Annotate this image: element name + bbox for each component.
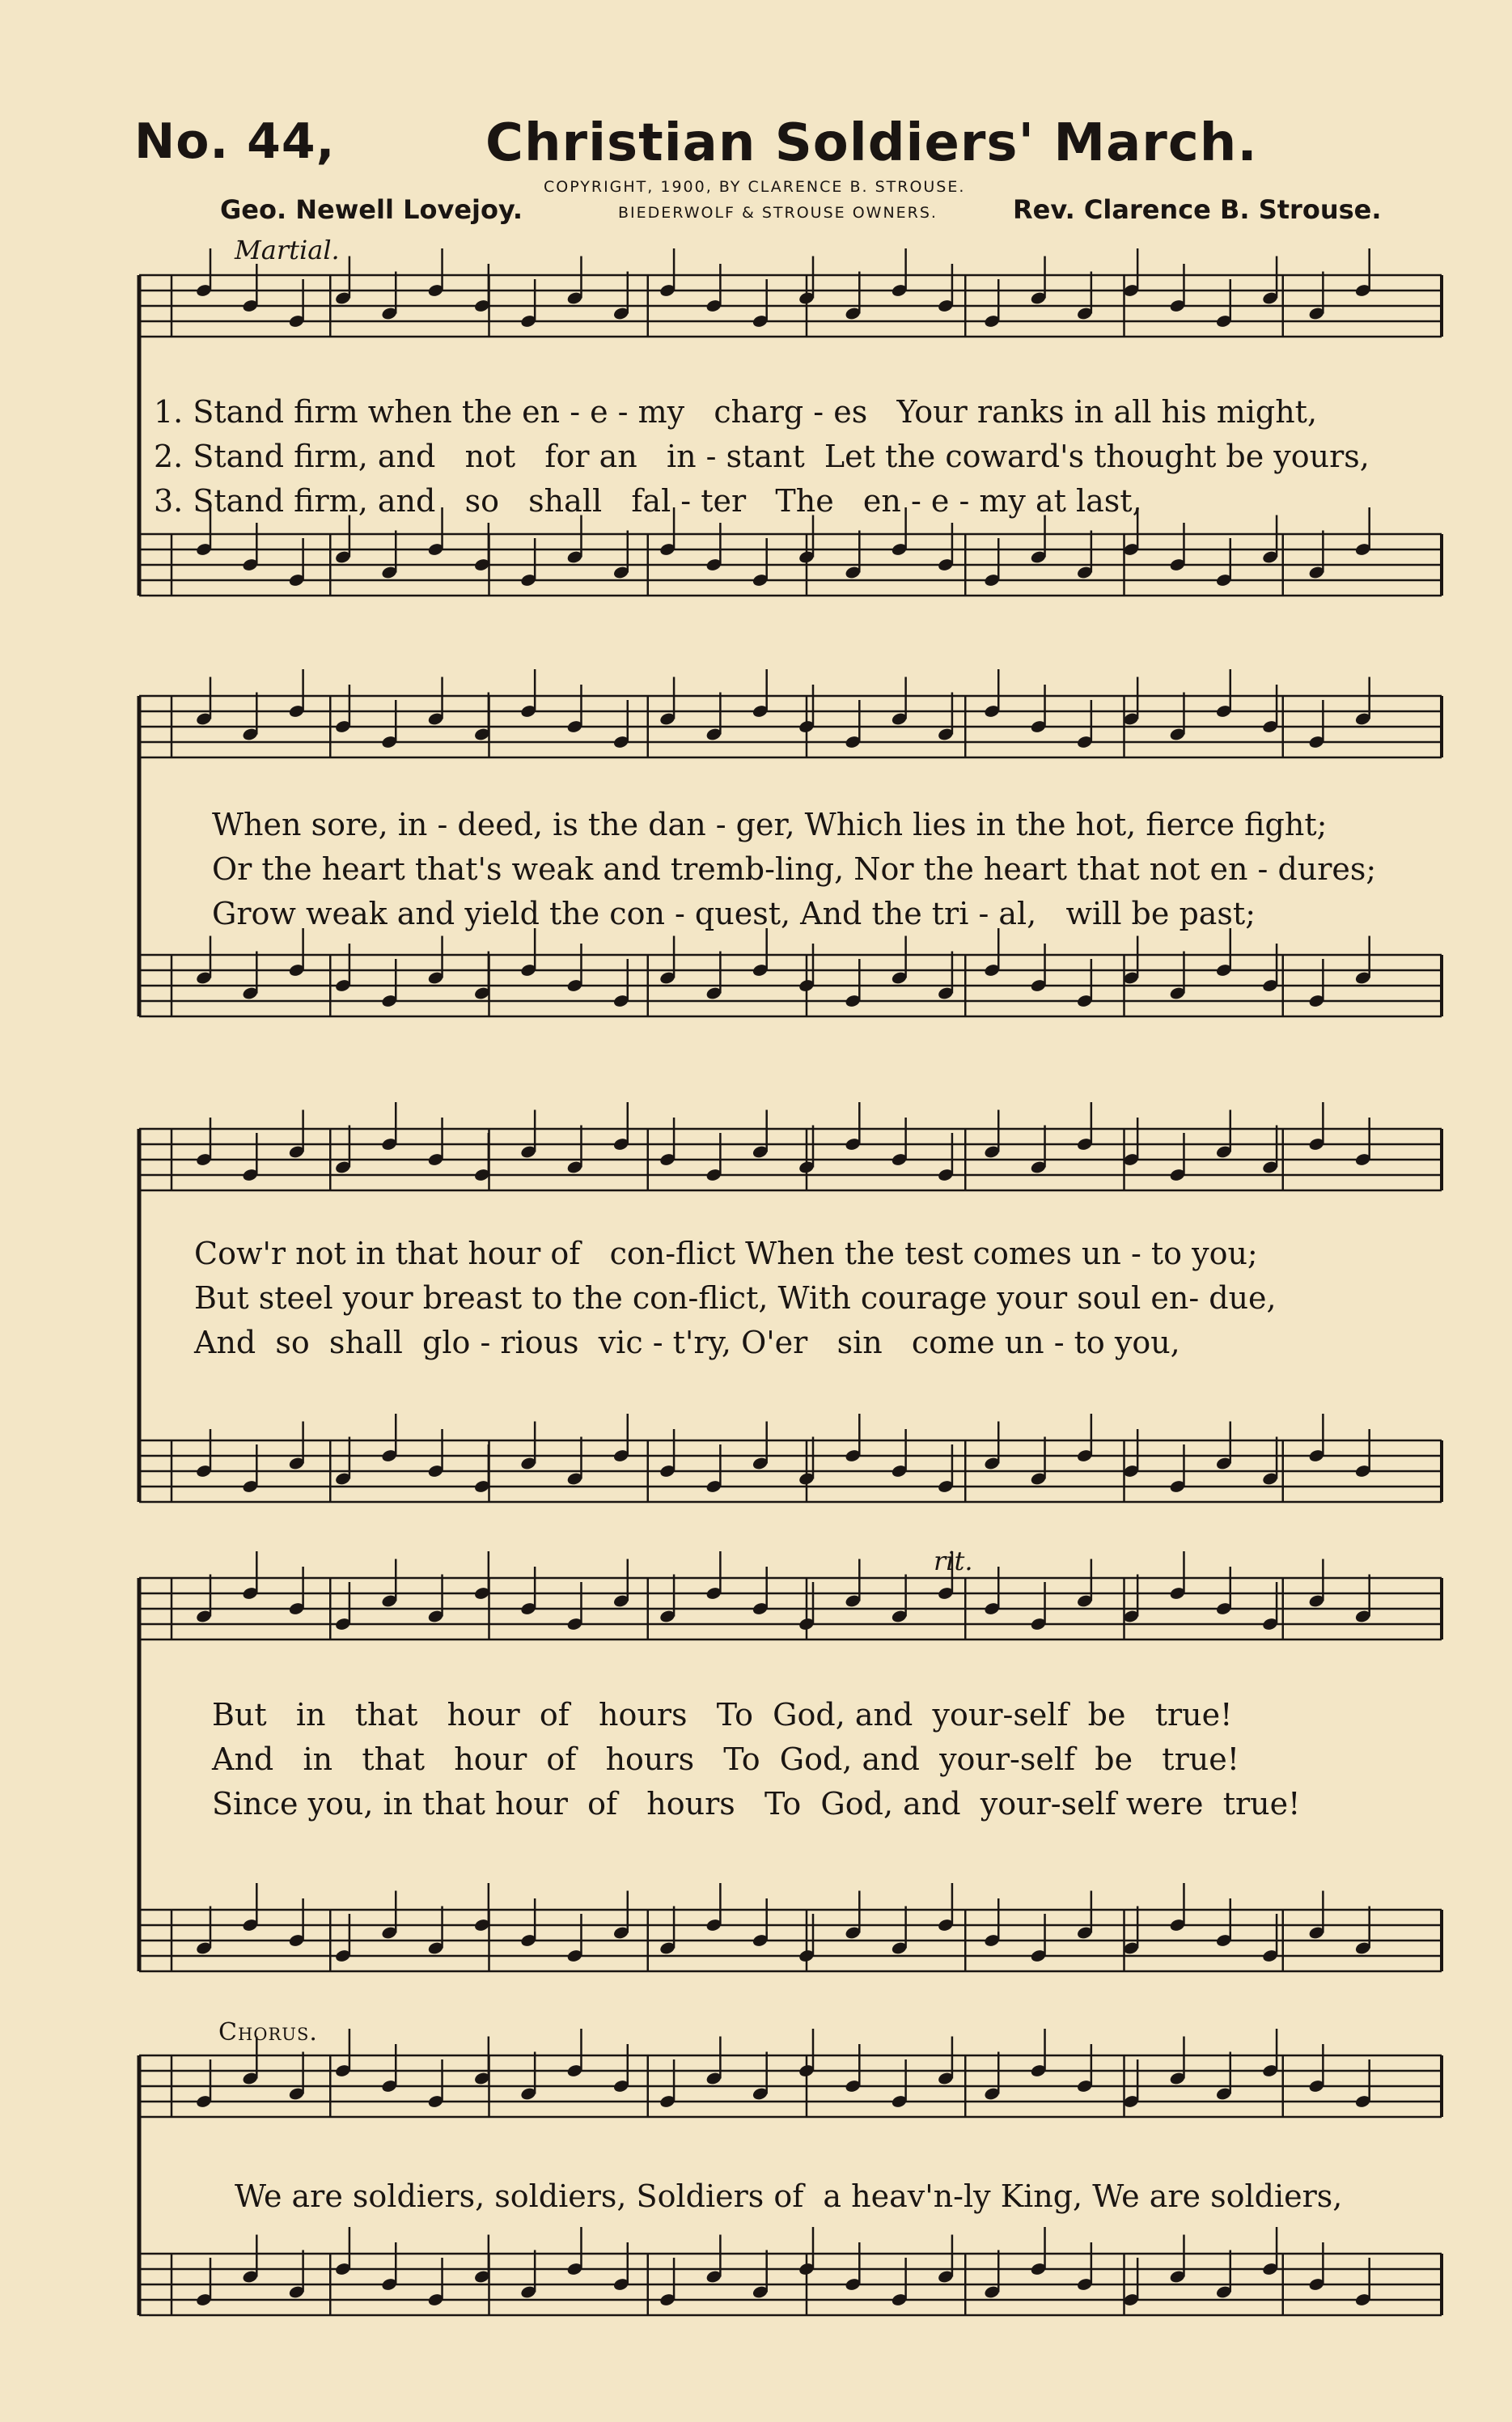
composer: Rev. Clarence B. Strouse. — [1013, 194, 1382, 225]
lyric-line: We are soldiers, soldiers, Soldiers of a heav'n-ly King, We are soldiers, — [235, 2178, 1343, 2214]
lyric-line: But steel your breast to the con-flict, With courage your soul en- due, — [194, 1280, 1277, 1316]
copyright-line: COPYRIGHT, 1900, BY CLARENCE B. STROUSE. — [544, 178, 966, 196]
ritardando-marking: rit. — [934, 1546, 973, 1576]
lyricist: Geo. Newell Lovejoy. — [220, 194, 523, 225]
hymn-title: Christian Soldiers' March. — [485, 113, 1258, 173]
lyric-line: And so shall glo - rious vic - t'ry, O'er sin come un - to you, — [194, 1325, 1180, 1360]
lyric-line: 2. Stand firm, and not for an in - stant Let the coward's thought be yours, — [154, 439, 1370, 474]
tempo-marking: Martial. — [235, 235, 340, 265]
hymn-number: No. 44, — [134, 113, 336, 170]
lyric-line: Since you, in that hour of hours To God, and your-self were true! — [212, 1786, 1301, 1822]
lyric-line: 3. Stand firm, and so shall fal - ter The en - e - my at last, — [154, 483, 1142, 519]
lyric-line: 1. Stand firm when the en - e - my charg - es Your ranks in all his might, — [154, 394, 1318, 430]
owners-line: BIEDERWOLF & STROUSE OWNERS. — [618, 204, 938, 222]
chorus-label: Chorus. — [218, 2018, 318, 2047]
lyric-line: When sore, in - deed, is the dan - ger, Which lies in the hot, fierce fight; — [212, 807, 1328, 842]
lyric-line: Or the heart that's weak and tremb-ling, Nor the heart that not en - dures; — [212, 851, 1377, 887]
lyric-line: Grow weak and yield the con - quest, And the tri - al, will be past; — [212, 896, 1256, 931]
lyric-line: And in that hour of hours To God, and your-self be true! — [212, 1741, 1239, 1777]
lyric-line: But in that hour of hours To God, and your-self be true! — [212, 1697, 1233, 1733]
lyric-line: Cow'r not in that hour of con-flict When the test comes un - to you; — [194, 1236, 1258, 1271]
